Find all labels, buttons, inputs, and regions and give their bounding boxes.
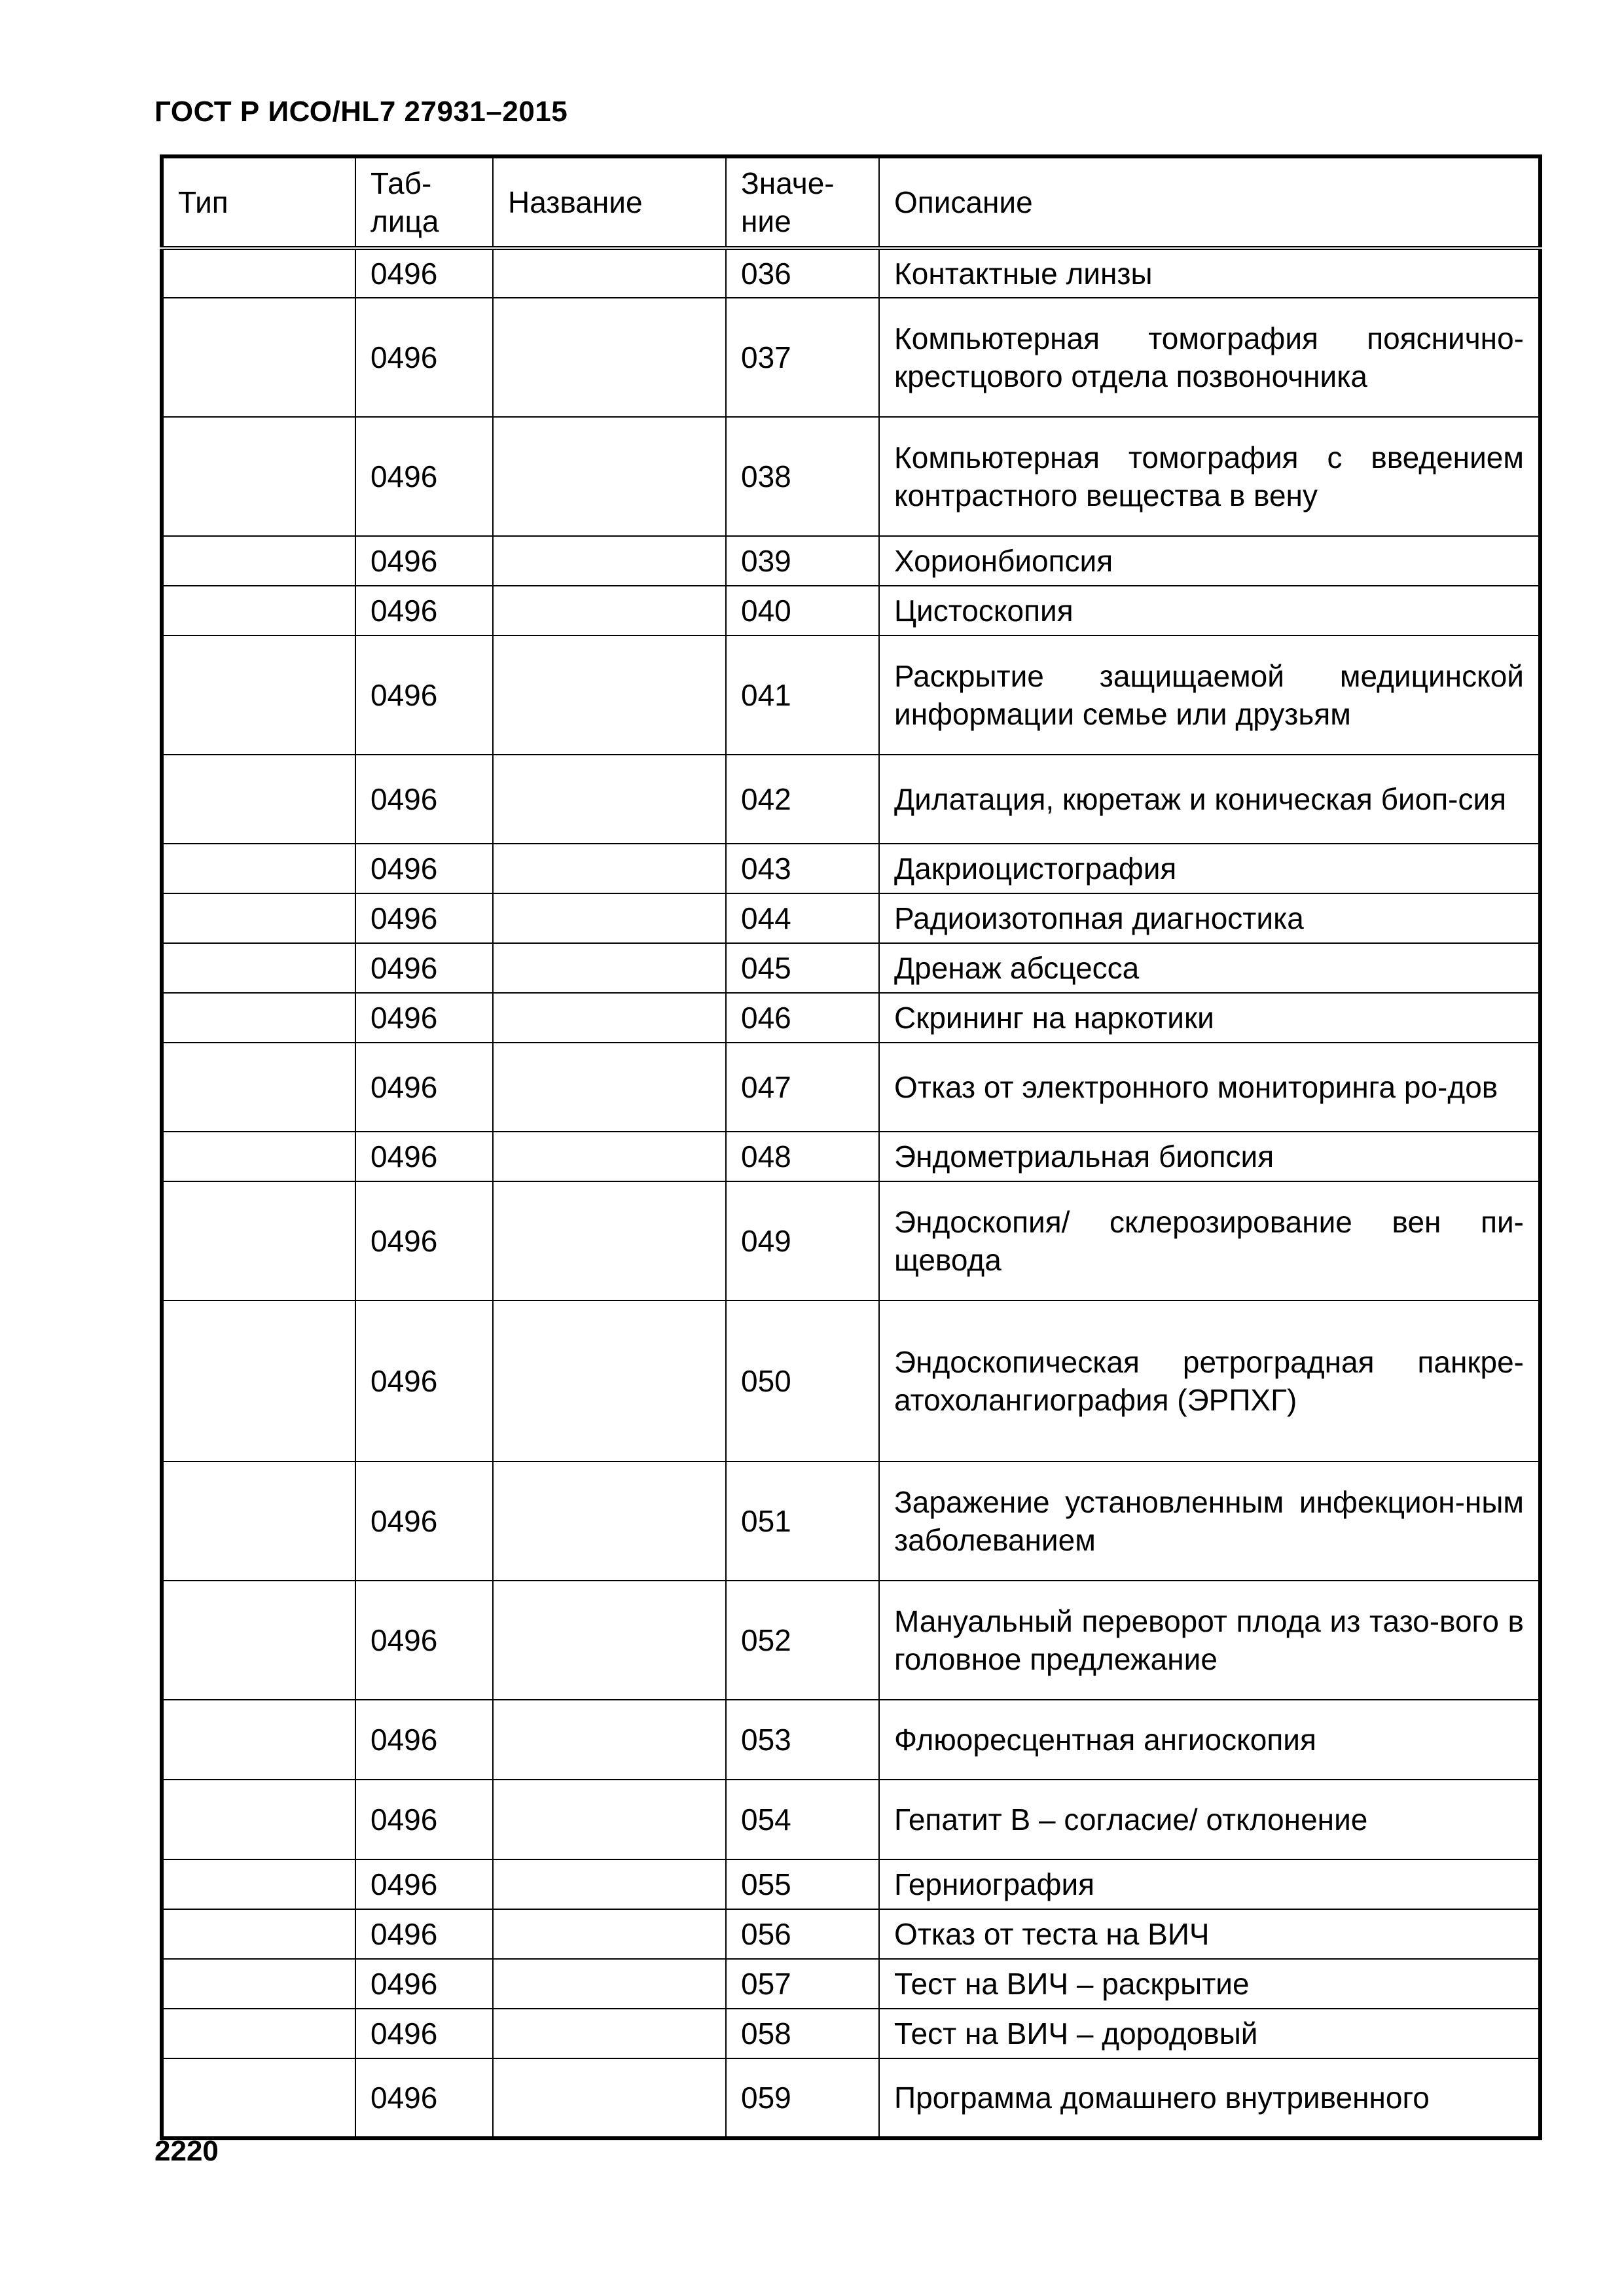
- cell-description: Тест на ВИЧ – раскрытие: [879, 1959, 1540, 2009]
- cell-table: 0496: [355, 536, 493, 586]
- cell-description: Гепатит В – согласие/ отклонение: [879, 1780, 1540, 1859]
- cell-description: Мануальный переворот плода из тазо-вого в головное предлежание: [879, 1581, 1540, 1700]
- cell-value: 039: [726, 536, 879, 586]
- cell-table: 0496: [355, 636, 493, 755]
- cell-value: 056: [726, 1909, 879, 1959]
- cell-name: [493, 1780, 726, 1859]
- cell-type: [162, 893, 355, 943]
- cell-value: 040: [726, 586, 879, 636]
- cell-table: 0496: [355, 993, 493, 1043]
- cell-value: 055: [726, 1859, 879, 1909]
- cell-value: 049: [726, 1181, 879, 1300]
- cell-description: Скрининг на наркотики: [879, 993, 1540, 1043]
- column-header-type: Тип: [162, 156, 355, 248]
- cell-description: Эндометриальная биопсия: [879, 1132, 1540, 1181]
- cell-name: [493, 298, 726, 417]
- cell-type: [162, 943, 355, 993]
- cell-name: [493, 943, 726, 993]
- table-row: [162, 1859, 1540, 1909]
- cell-name: [493, 1959, 726, 2009]
- table-row: [162, 844, 1540, 893]
- cell-name: [493, 1043, 726, 1132]
- cell-name: [493, 248, 726, 298]
- cell-name: [493, 1132, 726, 1181]
- cell-name: [493, 1909, 726, 1959]
- cell-name: [493, 1581, 726, 1700]
- cell-type: [162, 1132, 355, 1181]
- cell-name: [493, 1300, 726, 1462]
- table-row: [162, 2058, 1540, 2138]
- header-row: [162, 156, 1540, 248]
- table-row: [162, 893, 1540, 943]
- table-row: [162, 1581, 1540, 1700]
- cell-type: [162, 1043, 355, 1132]
- cell-value: 050: [726, 1300, 879, 1462]
- table-row: [162, 2009, 1540, 2058]
- cell-table: 0496: [355, 1581, 493, 1700]
- cell-description: Программа домашнего внутривенного: [879, 2058, 1540, 2138]
- cell-value: 058: [726, 2009, 879, 2058]
- cell-type: [162, 1780, 355, 1859]
- table-row: [162, 417, 1540, 536]
- cell-value: 052: [726, 1581, 879, 1700]
- cell-value: 048: [726, 1132, 879, 1181]
- cell-table: 0496: [355, 893, 493, 943]
- cell-table: 0496: [355, 586, 493, 636]
- cell-description: Цистоскопия: [879, 586, 1540, 636]
- cell-type: [162, 636, 355, 755]
- cell-value: 037: [726, 298, 879, 417]
- cell-description: Отказ от теста на ВИЧ: [879, 1909, 1540, 1959]
- column-header-description: Описание: [879, 156, 1540, 248]
- cell-value: 046: [726, 993, 879, 1043]
- cell-name: [493, 536, 726, 586]
- cell-type: [162, 586, 355, 636]
- table-row: [162, 755, 1540, 844]
- table-body: [162, 248, 1540, 2138]
- table-row: [162, 248, 1540, 298]
- cell-value: 044: [726, 893, 879, 943]
- table-row: [162, 1909, 1540, 1959]
- cell-table: 0496: [355, 1959, 493, 2009]
- cell-value: 038: [726, 417, 879, 536]
- cell-table: 0496: [355, 1859, 493, 1909]
- cell-name: [493, 1181, 726, 1300]
- cell-name: [493, 893, 726, 943]
- cell-description: Дренаж абсцесса: [879, 943, 1540, 993]
- table-row: [162, 1959, 1540, 2009]
- cell-name: [493, 844, 726, 893]
- table-row: [162, 636, 1540, 755]
- cell-value: 042: [726, 755, 879, 844]
- cell-table: 0496: [355, 755, 493, 844]
- document-header: ГОСТ Р ИСО/HL7 27931–2015: [154, 96, 568, 128]
- column-header-name: Название: [493, 156, 726, 248]
- cell-value: 036: [726, 248, 879, 298]
- page-number: 2220: [154, 2135, 219, 2167]
- cell-description: Заражение установленным инфекцион-ным заболеванием: [879, 1462, 1540, 1581]
- cell-description: Герниография: [879, 1859, 1540, 1909]
- cell-description: Хорионбиопсия: [879, 536, 1540, 586]
- column-header-value: Значе- ние: [726, 156, 879, 248]
- cell-type: [162, 1581, 355, 1700]
- cell-table: 0496: [355, 417, 493, 536]
- cell-value: 041: [726, 636, 879, 755]
- cell-value: 051: [726, 1462, 879, 1581]
- cell-name: [493, 636, 726, 755]
- cell-name: [493, 417, 726, 536]
- cell-type: [162, 844, 355, 893]
- cell-table: 0496: [355, 1700, 493, 1780]
- cell-name: [493, 1462, 726, 1581]
- cell-table: 0496: [355, 248, 493, 298]
- cell-name: [493, 993, 726, 1043]
- table-row: [162, 586, 1540, 636]
- table-row: [162, 1043, 1540, 1132]
- cell-type: [162, 536, 355, 586]
- table-row: [162, 298, 1540, 417]
- cell-type: [162, 2058, 355, 2138]
- table-row: [162, 536, 1540, 586]
- code-table: [160, 154, 1542, 2140]
- cell-table: 0496: [355, 1462, 493, 1581]
- cell-name: [493, 2058, 726, 2138]
- cell-table: 0496: [355, 1132, 493, 1181]
- cell-description: Отказ от электронного мониторинга ро-дов: [879, 1043, 1540, 1132]
- table-row: [162, 1181, 1540, 1300]
- cell-table: 0496: [355, 1043, 493, 1132]
- cell-type: [162, 1909, 355, 1959]
- cell-value: 043: [726, 844, 879, 893]
- cell-value: 045: [726, 943, 879, 993]
- cell-type: [162, 755, 355, 844]
- table-row: [162, 943, 1540, 993]
- cell-description: Дакриоцистография: [879, 844, 1540, 893]
- cell-description: Радиоизотопная диагностика: [879, 893, 1540, 943]
- cell-description: Компьютерная томография пояснично-крестцового отдела позвоночника: [879, 298, 1540, 417]
- cell-type: [162, 1462, 355, 1581]
- code-table-container: [160, 154, 1542, 2140]
- cell-name: [493, 2009, 726, 2058]
- cell-name: [493, 1700, 726, 1780]
- cell-value: 057: [726, 1959, 879, 2009]
- table-row: [162, 1132, 1540, 1181]
- cell-description: Раскрытие защищаемой медицинской информации семье или друзьям: [879, 636, 1540, 755]
- cell-table: 0496: [355, 1909, 493, 1959]
- cell-value: 047: [726, 1043, 879, 1132]
- table-header: [162, 156, 1540, 248]
- cell-table: 0496: [355, 1300, 493, 1462]
- cell-table: 0496: [355, 2009, 493, 2058]
- cell-description: Флюоресцентная ангиоскопия: [879, 1700, 1540, 1780]
- cell-table: 0496: [355, 943, 493, 993]
- cell-table: 0496: [355, 844, 493, 893]
- cell-name: [493, 1859, 726, 1909]
- cell-description: Тест на ВИЧ – дородовый: [879, 2009, 1540, 2058]
- cell-type: [162, 1859, 355, 1909]
- cell-table: 0496: [355, 2058, 493, 2138]
- cell-type: [162, 1300, 355, 1462]
- cell-type: [162, 417, 355, 536]
- cell-description: Эндоскопическая ретроградная панкре-атохолангиография (ЭРПХГ): [879, 1300, 1540, 1462]
- cell-type: [162, 298, 355, 417]
- table-row: [162, 1780, 1540, 1859]
- cell-type: [162, 2009, 355, 2058]
- table-row: [162, 1462, 1540, 1581]
- cell-description: Дилатация, кюретаж и коническая биоп-сия: [879, 755, 1540, 844]
- table-row: [162, 1300, 1540, 1462]
- cell-table: 0496: [355, 298, 493, 417]
- cell-value: 053: [726, 1700, 879, 1780]
- cell-name: [493, 586, 726, 636]
- cell-table: 0496: [355, 1780, 493, 1859]
- table-row: [162, 993, 1540, 1043]
- cell-description: Контактные линзы: [879, 248, 1540, 298]
- cell-description: Компьютерная томография с введением контрастного вещества в вену: [879, 417, 1540, 536]
- table-row: [162, 1700, 1540, 1780]
- cell-value: 054: [726, 1780, 879, 1859]
- cell-table: 0496: [355, 1181, 493, 1300]
- cell-type: [162, 248, 355, 298]
- cell-value: 059: [726, 2058, 879, 2138]
- cell-type: [162, 1181, 355, 1300]
- column-header-table: Таб- лица: [355, 156, 493, 248]
- cell-name: [493, 755, 726, 844]
- cell-type: [162, 1700, 355, 1780]
- cell-description: Эндоскопия/ склерозирование вен пи-щевода: [879, 1181, 1540, 1300]
- cell-type: [162, 993, 355, 1043]
- cell-type: [162, 1959, 355, 2009]
